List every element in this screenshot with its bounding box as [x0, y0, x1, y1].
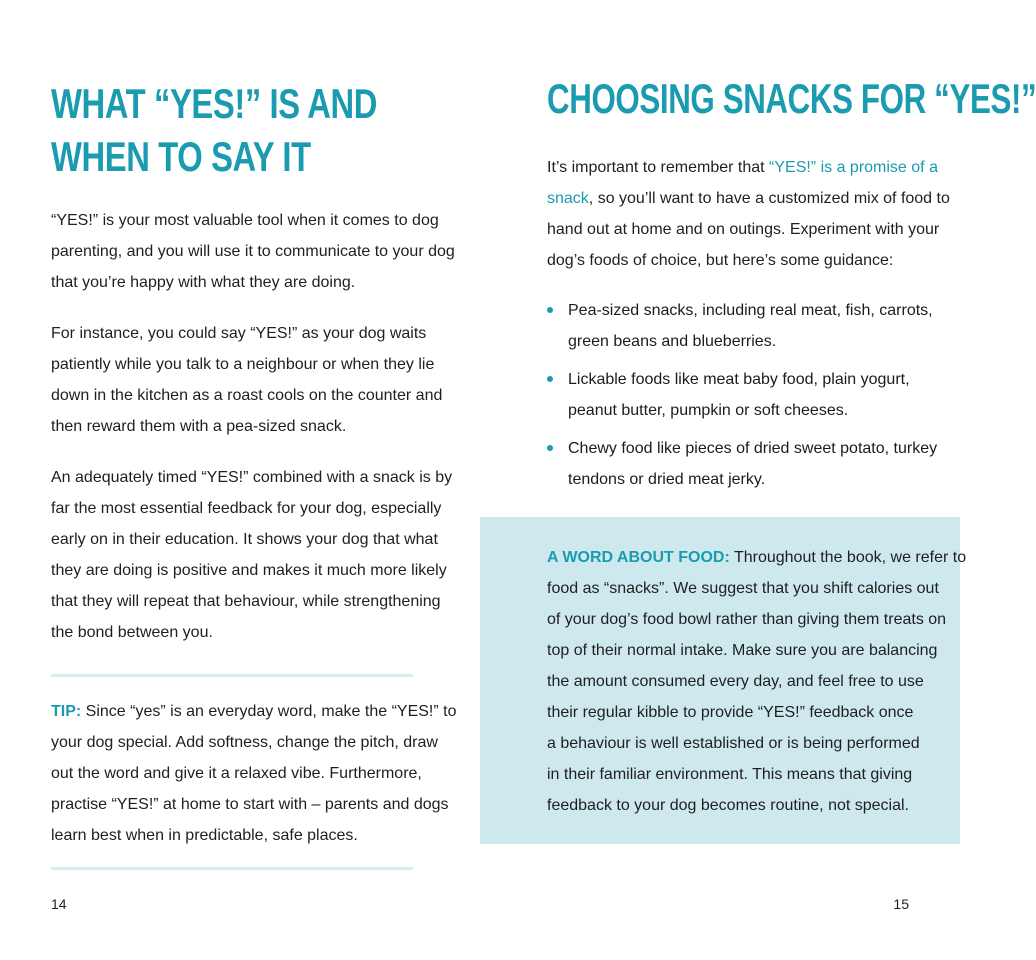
text-line: that you’re happy with what they are doing. [51, 274, 356, 291]
text-line: down in the kitchen as a roast cools on the counter and [51, 387, 443, 404]
page-title-left [51, 77, 377, 183]
text-line: patiently while you talk to a neighbour or when they lie [51, 356, 435, 373]
paragraph-3 [51, 462, 453, 648]
food-note-label: A WORD ABOUT FOOD: [547, 549, 730, 566]
intro-text: , so you’ll want to have a customized mix of food to [588, 190, 950, 207]
text-line: your dog special. Add softness, change the pitch, draw [51, 734, 438, 751]
right-page [480, 0, 1036, 960]
paragraph-2 [51, 318, 443, 442]
list-item [547, 364, 909, 426]
text-line [51, 696, 457, 727]
text-line [547, 152, 938, 183]
text-line: An adequately timed “YES!” combined with a snack is by [51, 469, 453, 486]
text-line: dog’s foods of choice, but here’s some guidance: [547, 252, 894, 269]
text-line: Lickable foods like meat baby food, plain yogurt, [568, 371, 910, 388]
text-line: practise “YES!” at home to start with – parents and dogs [51, 796, 449, 813]
text-line: For instance, you could say “YES!” as your dog waits [51, 325, 427, 342]
page-number-left: 14 [51, 896, 67, 912]
bullet-icon [547, 307, 553, 313]
divider-bottom [51, 867, 413, 870]
title-line: CHOOSING SNACKS FOR “YES!” [547, 75, 1036, 122]
food-note-box [480, 517, 967, 844]
text-line: tendons or dried meat jerky. [568, 471, 766, 488]
text-line: their regular kibble to provide “YES!” feedback once [547, 704, 914, 721]
text-line: learn best when in predictable, safe places. [51, 827, 358, 844]
text-line: peanut butter, pumpkin or soft cheeses. [568, 402, 849, 419]
text-line: Pea-sized snacks, including real meat, fish, carrots, [568, 302, 933, 319]
food-note-text: Throughout the book, we refer to [733, 549, 967, 566]
bullet-icon [547, 445, 553, 451]
bullet-icon [547, 376, 553, 382]
text-line: food as “snacks”. We suggest that you shift calories out [547, 580, 939, 597]
left-page [0, 0, 480, 960]
list-item [547, 295, 933, 357]
paragraph-1 [51, 205, 455, 298]
text-line [547, 183, 950, 214]
text-line: then reward them with a pea-sized snack. [51, 418, 347, 435]
title-line: WHAT “YES!” IS AND [51, 80, 378, 127]
page-title-right [547, 77, 1036, 121]
intro-highlight: “YES!” is a promise of a [769, 159, 938, 176]
text-line: they are doing is positive and makes it much more likely [51, 562, 447, 579]
text-line: the amount consumed every day, and feel free to use [547, 673, 924, 690]
list-item [547, 433, 938, 495]
text-line: feedback to your dog becomes routine, not special. [547, 797, 909, 814]
text-line: “YES!” is your most valuable tool when it comes to dog [51, 212, 439, 229]
text-line: far the most essential feedback for your dog, especially [51, 500, 442, 517]
tip-box [51, 696, 457, 851]
intro-text: It’s important to remember that [547, 159, 770, 176]
text-line: green beans and blueberries. [568, 333, 777, 350]
text-line: parenting, and you will use it to communicate to your dog [51, 243, 455, 260]
text-line: in their familiar environment. This means that giving [547, 766, 913, 783]
text-line: top of their normal intake. Make sure you are balancing [547, 642, 938, 659]
text-line: of your dog’s food bowl rather than giving them treats on [547, 611, 947, 628]
text-line [547, 542, 967, 573]
text-line: the bond between you. [51, 624, 213, 641]
food-note [547, 542, 967, 821]
page-number-right: 15 [893, 896, 909, 912]
title-line: WHEN TO SAY IT [51, 133, 311, 180]
text-line: out the word and give it a relaxed vibe. Furthermore, [51, 765, 422, 782]
tip-text: Since “yes” is an everyday word, make the “YES!” to [85, 703, 457, 720]
intro-highlight: snack [547, 190, 589, 207]
text-line: Chewy food like pieces of dried sweet potato, turkey [568, 440, 938, 457]
divider-top [51, 674, 413, 677]
text-line: that they will repeat that behaviour, while strengthening [51, 593, 441, 610]
text-line: early on in their education. It shows your dog that what [51, 531, 438, 548]
intro-paragraph [547, 152, 950, 276]
text-line: a behaviour is well established or is being performed [547, 735, 920, 752]
tip-label: TIP: [51, 703, 82, 720]
snack-list [547, 295, 938, 502]
text-line: hand out at home and on outings. Experiment with your [547, 221, 940, 238]
